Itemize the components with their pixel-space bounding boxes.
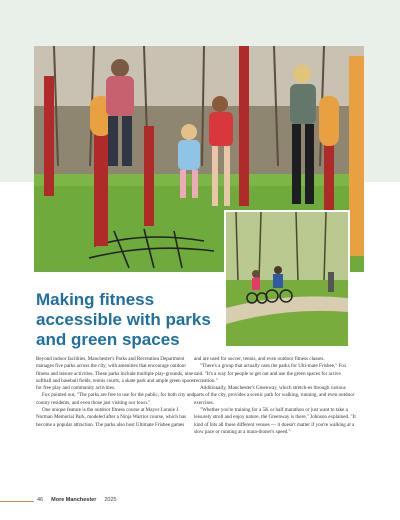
paragraph: Beyond indoor facilities, Manchester's Parks and Recreation Department manages five parks across the city, with amenities that encourage outdoor fitness and leisure activities. These parks include multiple play-grounds, nine softball and baseball fields, tennis courts, a skate park and ample green spaces for free play and community activities. xyxy=(36,356,196,392)
paragraph: "Whether you're training for a 5K or half marathon or just want to take a leisurely stroll and enjoy nature, the Greenway is there," Johnson explained. "It kind of hits all those different venues — it doesn't matter if you're walking at a slow pace or running at a mara-thoner's speed." xyxy=(194,407,356,435)
greenway-bike-photo xyxy=(224,210,350,348)
paragraph: One unique feature is the outdoor fitness course at Mayor Lonnie J. Norman Memorial Park, modeled after a Ninja Warrior course, which has become a popular attraction. The parks also host Ultimate Frisbee games xyxy=(36,407,186,428)
article-column-left xyxy=(36,356,196,429)
publication-name: More Manchester xyxy=(51,497,97,503)
page-footer xyxy=(37,497,117,503)
publication-year: 2025 xyxy=(104,497,117,503)
paragraph: Additionally, Manchester's Greenway, which stretch-es through various parts of the city, provides a scenic path for walking, running, and even outdoor exercises. xyxy=(194,385,355,406)
footer-accent-line xyxy=(0,501,34,502)
article-headline: Making fitness accessible with parks and green spaces xyxy=(36,290,211,349)
paragraph: and are used for soccer, tennis, and even outdoor fitness classes. xyxy=(194,356,325,362)
paragraph: Fox pointed out, "The parks are free to use for the public, for both city and county residents, and even those just visiting our town." xyxy=(36,392,195,406)
article-column-right xyxy=(194,356,356,436)
paragraph: "There's a group that actually uses the parks for Ulti-mate Frisbee," Fox said. "It's a way for people to get out and use the green spaces for active recreation." xyxy=(194,363,347,384)
page-number: 46 xyxy=(37,497,44,503)
